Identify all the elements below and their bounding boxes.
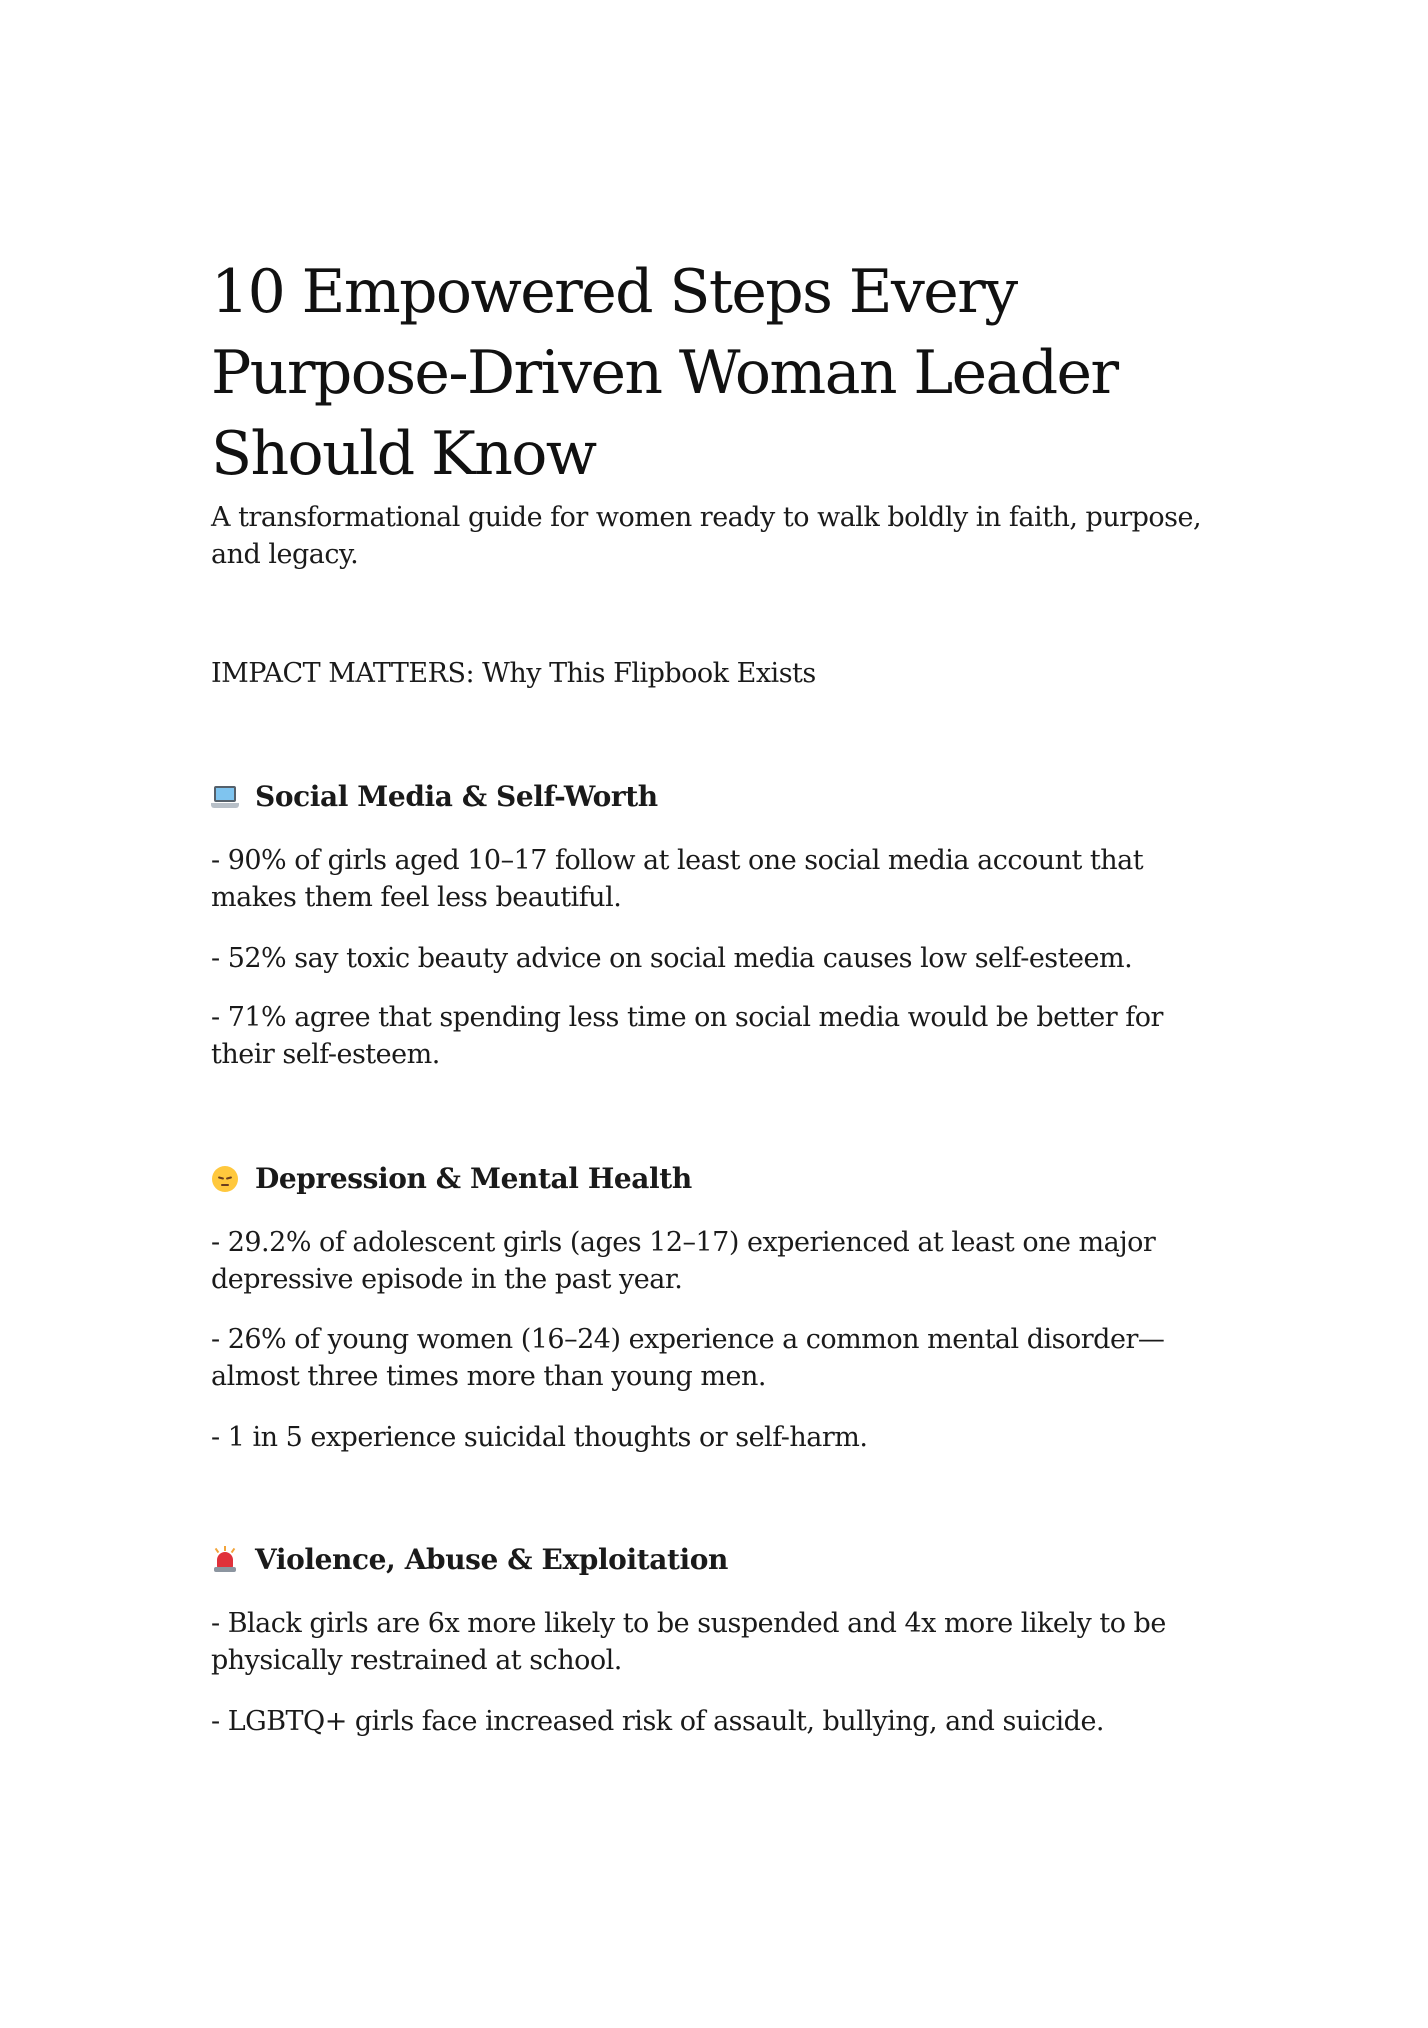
list-item: - 71% agree that spending less time on social media would be better for their self-esteem. <box>211 1002 1163 1070</box>
section-heading-label: Social Media & Self-Worth <box>255 780 658 813</box>
list-item: - 29.2% of adolescent girls (ages 12–17) experienced at least one major depressive episode in the past year. <box>211 1227 1156 1295</box>
section-heading-violence <box>211 1541 728 1579</box>
list-item: - 52% say toxic beauty advice on social media causes low self-esteem. <box>211 943 1133 974</box>
siren-icon <box>211 1546 239 1574</box>
document-page <box>211 0 1221 2028</box>
page-title: 10 Empowered Steps Every Purpose-Driven Woman Leader Should Know <box>211 257 1118 489</box>
pensive-face-icon <box>211 1165 239 1193</box>
list-item: - 90% of girls aged 10–17 follow at least one social media account that makes them feel less beautiful. <box>211 845 1144 913</box>
list-item: - LGBTQ+ girls face increased risk of assault, bullying, and suicide. <box>211 1706 1105 1737</box>
list-item: - 1 in 5 experience suicidal thoughts or self-harm. <box>211 1422 868 1453</box>
laptop-icon <box>211 783 239 811</box>
list-item: - 26% of young women (16–24) experience a common mental disorder—almost three times more than young men. <box>211 1324 1165 1392</box>
list-item: - Black girls are 6x more likely to be suspended and 4x more likely to be physically restrained at school. <box>211 1608 1166 1676</box>
section-heading-depression <box>211 1160 692 1198</box>
section-heading-label: Violence, Abuse & Exploitation <box>255 1543 728 1576</box>
subtitle: A transformational guide for women ready to walk boldly in faith, purpose, and legacy. <box>211 502 1202 570</box>
section-heading-label: Depression & Mental Health <box>255 1162 692 1195</box>
section-heading-social-media <box>211 778 658 816</box>
impact-heading: IMPACT MATTERS: Why This Flipbook Exists <box>211 658 816 689</box>
